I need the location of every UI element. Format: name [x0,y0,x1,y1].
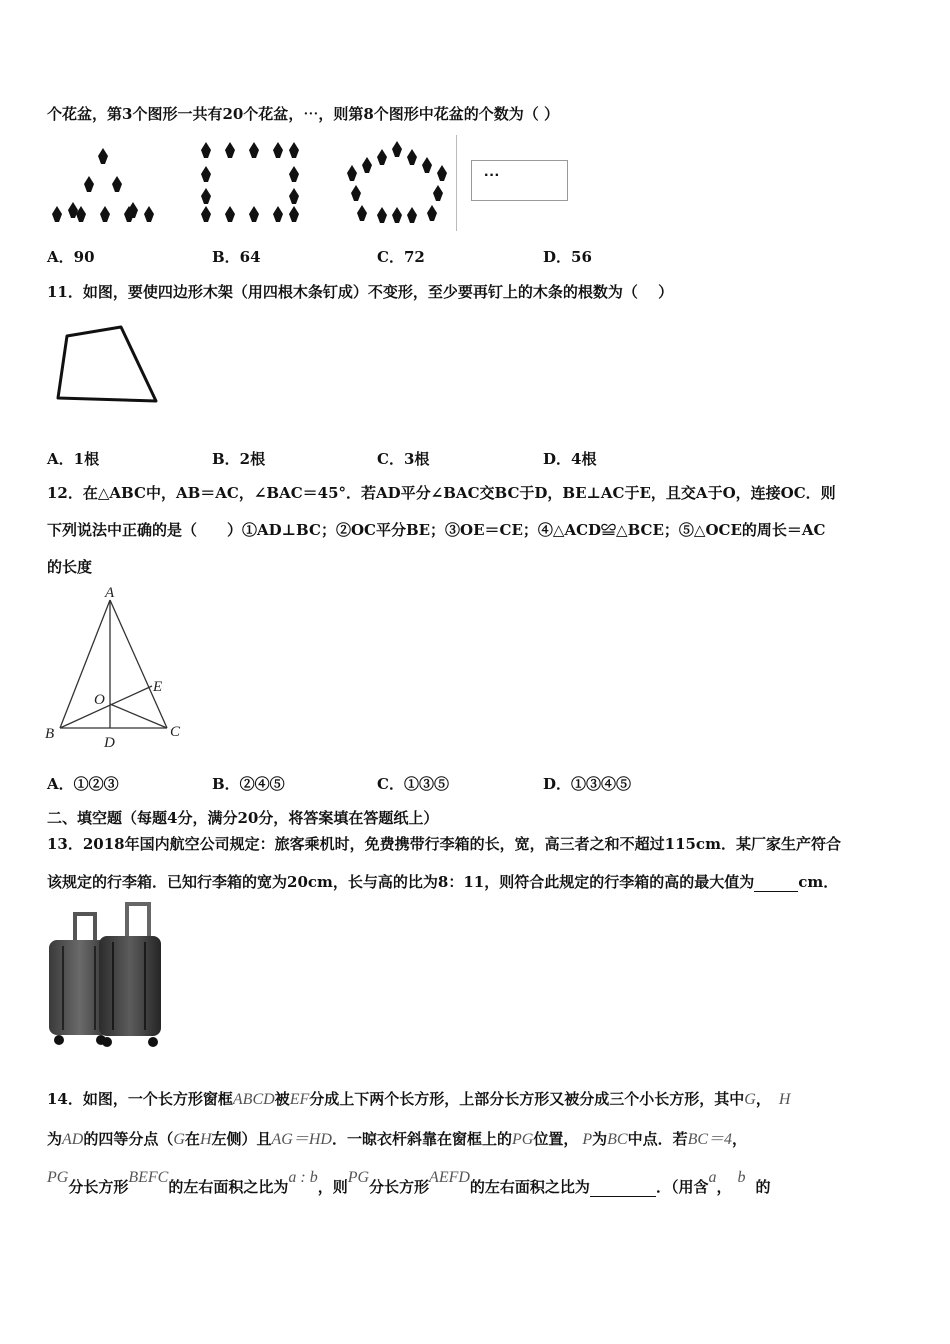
q13-line-2-unit: cm． [798,873,839,891]
q14-line-2 [47,1126,747,1149]
q11-stem: 11．如图，要使四边形木架（用四根木条钉成）不变形，至少要再钉上的木条的根数为（ ） [47,283,674,301]
q14-math: PG [511,1131,534,1148]
label-a: A [105,585,115,601]
quadrilateral-figure [50,320,165,410]
q11-option-d: D．4根 [543,450,597,468]
q10-option-a: A．90 [47,248,95,266]
q14-math: a : b [288,1169,318,1186]
q14-math: AG＝HD [271,1131,332,1148]
q11-option-b: B．2根 [212,450,266,468]
ellipsis-box: ··· [471,160,568,201]
label-c: C [170,724,181,740]
q12-line-2: 下列说法中正确的是（ ）①AD⊥BC；②OC平分BE；③OE＝CE；④△ACD≌△BCE；⑤△OCE的周长＝AC [47,521,826,539]
q14-text: 14．如图，一个长方形窗框 [47,1090,233,1108]
q14-math: BEFC [128,1169,169,1186]
pot-pentagon-figure [340,135,455,230]
q10-option-d: D．56 [543,248,592,266]
q14-math: BC [607,1131,628,1148]
q14-text: ， [732,1130,748,1148]
pot-square-figure [196,140,306,230]
q14-text: 在 [184,1130,200,1148]
q14-text: 为 [47,1130,63,1148]
q14-math: b [737,1169,746,1186]
q14-text: ， [755,1090,771,1108]
q14-math: G [173,1131,185,1148]
q14-math: AD [62,1131,84,1148]
q14-math: G [744,1091,756,1108]
q12-option-c: C．①③⑤ [377,775,449,793]
q14-math: BC＝4 [687,1131,733,1148]
luggage-image [45,900,165,1050]
q14-math: ABCD [232,1091,275,1108]
q11-option-a: A．1根 [47,450,100,468]
q12-line-3: 的长度 [47,558,93,576]
triangle-abc-figure [40,582,190,752]
q14-text: ， [716,1178,732,1196]
label-o: O [94,692,105,708]
q14-text: ．一晾衣杆斜靠在窗框上的 [331,1130,512,1148]
q14-text: 中点．若 [627,1130,688,1148]
section-2-heading: 二、填空题（每题4分，满分20分，将答案填在答题纸上） [47,809,439,827]
q14-line-3 [47,1169,771,1197]
q12-line-1: 12．在△ABC中，AB＝AC，∠BAC＝45°．若AD平分∠BAC交BC于D，BE⊥AC于E，且交A于O，连接OC．则 [47,484,836,502]
q14-text: 的左右面积之比为 [469,1178,590,1196]
q14-math: EF [289,1091,310,1108]
q14-answer-blank [590,1178,656,1197]
q14-text: 的 [755,1178,771,1196]
q13-line-1: 13．2018年国内航空公司规定：旅客乘机时，免费携带行李箱的长，宽，高三者之和不超过115cm．某厂家生产符合 [47,835,841,853]
q13-line-2-text: 该规定的行李箱．已知行李箱的宽为20cm，长与高的比为8：11，则符合此规定的行李箱的高的最大值为 [47,873,755,891]
q14-text: 的四等分点（ [83,1130,174,1148]
q14-text: 分长方形 [68,1178,129,1196]
q14-text: 的左右面积之比为 [168,1178,289,1196]
q14-math: PG [347,1169,370,1186]
q14-text: 分长方形 [369,1178,430,1196]
q11-option-c: C．3根 [377,450,430,468]
q14-text: 为 [592,1130,608,1148]
q14-math: PG [47,1169,69,1186]
q14-math: a [708,1169,717,1186]
label-d: D [104,735,115,751]
q14-text: 位置， [533,1130,579,1148]
q14-line-1 [47,1088,790,1109]
q12-option-d: D．①③④⑤ [543,775,632,793]
q10-stem: 个花盆，第3个图形一共有20个花盆，⋯，则第8个图形中花盆的个数为（ ） [47,105,559,123]
q14-text: ，则 [317,1178,348,1196]
pot-triangle-figure [45,140,165,230]
q10-option-b: B．64 [212,248,261,266]
q14-text: 被 [274,1090,290,1108]
q13-line-2 [47,871,838,892]
q14-math: H [778,1091,791,1108]
q10-option-c: C．72 [377,248,425,266]
q14-text: 左侧）且 [211,1130,272,1148]
q14-text: ．（用含 [655,1178,709,1196]
q12-option-b: B．②④⑤ [212,775,285,793]
label-b: B [45,726,55,742]
q14-text: 分成上下两个长方形，上部分长方形又被分成三个小长方形，其中 [309,1090,745,1108]
q12-option-a: A．①②③ [47,775,119,793]
q14-math: P [582,1131,593,1148]
q14-math: AEFD [429,1169,470,1186]
q13-answer-blank [754,873,798,892]
label-e: E [153,679,163,695]
figure-separator [456,135,457,231]
q14-math: H [199,1131,212,1148]
